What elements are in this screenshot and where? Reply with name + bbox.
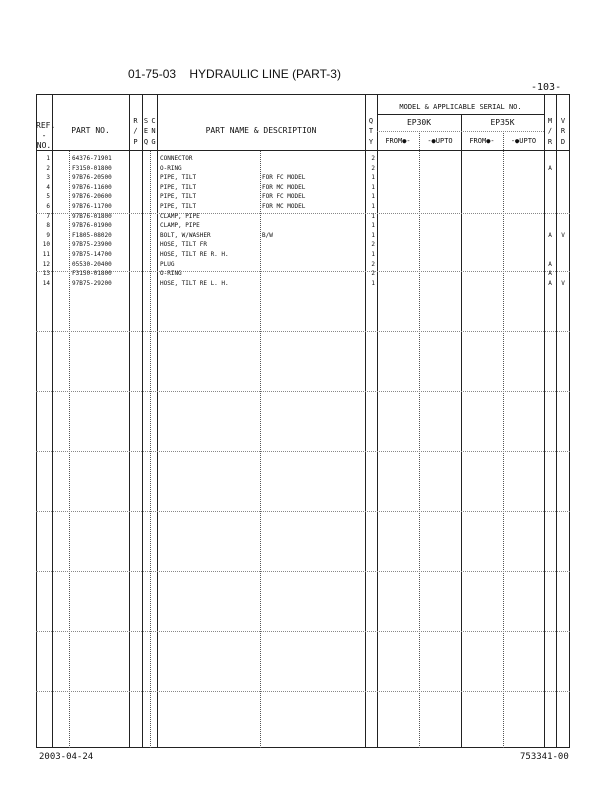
part-name-cell: CLAMP, PIPE <box>160 222 200 230</box>
mr-cell: A <box>548 164 552 172</box>
mr-cell: A <box>548 270 552 278</box>
header-rp-r: R <box>133 117 138 125</box>
part-no-cell: 97B76-01800 <box>72 212 112 220</box>
footer-date: 2003-04-24 <box>39 752 94 762</box>
part-no-cell: 97B76-20500 <box>72 174 112 182</box>
page-number: -103- <box>531 82 562 93</box>
header-sc-c: C <box>151 117 156 125</box>
header-mr-r: R <box>547 138 553 146</box>
header-qty-q: Q <box>368 117 374 125</box>
col-divider-dotted <box>150 150 151 748</box>
header-ref-no-1: REF. <box>36 121 56 130</box>
page-title: 01-75-03 HYDRAULIC LINE (PART-3) <box>128 67 341 81</box>
part-name-cell: PLUG <box>160 260 175 268</box>
header-rule-dotted <box>377 131 544 132</box>
ref-no-cell: 7 <box>46 212 50 220</box>
qty-cell: 2 <box>371 241 375 249</box>
part-name-cell: O-RING <box>160 270 182 278</box>
qty-cell: 2 <box>371 155 375 162</box>
group-separator <box>36 691 570 692</box>
header-from-1: FROM●- <box>385 137 411 145</box>
col-divider-dotted <box>69 150 70 748</box>
part-name-cell: PIPE, TILT <box>160 193 197 201</box>
group-separator <box>36 391 570 392</box>
col-divider <box>461 114 462 748</box>
part-no-cell: F3150-01800 <box>72 270 112 278</box>
col-divider-dotted <box>260 150 261 748</box>
col-divider <box>157 94 158 748</box>
part-no-cell: 97B75-14700 <box>72 251 112 258</box>
part-name-cell: CLAMP, PIPE <box>160 212 200 220</box>
part-no-cell: 97B76-01900 <box>72 222 112 230</box>
header-part-name: PART NAME & DESCRIPTION <box>205 126 317 135</box>
part-no-cell: 97B75-23900 <box>72 241 112 249</box>
header-model-ep35k: EP35K <box>490 118 515 127</box>
mr-cell: A <box>548 260 552 268</box>
header-mr-m: M <box>547 117 553 125</box>
header-model-serial: MODEL & APPLICABLE SERIAL NO. <box>399 103 522 111</box>
part-name-cell: PIPE, TILT <box>160 174 197 182</box>
ref-no-cell: 1 <box>46 155 50 162</box>
qty-cell: 1 <box>371 193 375 201</box>
ref-no-cell: 5 <box>46 193 50 201</box>
part-no-cell: 97B76-20600 <box>72 193 112 201</box>
header-upto-2: -●UPTO <box>510 137 537 145</box>
group-separator <box>36 451 570 452</box>
col-divider <box>377 94 378 748</box>
header-rule <box>36 150 570 151</box>
header-model-ep30k: EP30K <box>406 118 432 127</box>
header-sc-n: N <box>151 127 156 135</box>
ref-no-cell: 9 <box>46 231 50 239</box>
header-sc-q: Q <box>143 138 149 146</box>
qty-cell: 2 <box>371 270 375 278</box>
part-no-cell: F3150-01800 <box>72 164 112 172</box>
header-vd-d: D <box>560 138 566 146</box>
group-separator <box>36 331 570 332</box>
mr-cell: A <box>548 231 552 239</box>
description-cell: B/W <box>262 231 273 239</box>
ref-no-cell: 11 <box>42 251 50 258</box>
ref-no-cell: 14 <box>42 279 50 287</box>
col-divider <box>129 94 130 748</box>
header-vd-v: V <box>560 117 566 125</box>
group-separator <box>36 511 570 512</box>
ref-no-cell: 2 <box>46 164 50 172</box>
ref-no-cell: 8 <box>46 222 50 230</box>
part-name-cell: BOLT, W/WASHER <box>160 231 211 239</box>
col-divider <box>544 94 545 748</box>
part-no-cell: F1805-08020 <box>72 231 112 239</box>
qty-cell: 2 <box>371 164 375 172</box>
header-sc-e: E <box>143 127 149 135</box>
ref-no-cell: 13 <box>42 270 50 278</box>
qty-cell: 2 <box>371 260 375 268</box>
header-part-no: PART NO. <box>71 126 110 135</box>
header-rule <box>377 114 544 115</box>
part-name-cell: HOSE, TILT RE R. H. <box>160 251 229 258</box>
header-mr-slash: ∕ <box>547 127 553 135</box>
part-name-cell: PIPE, TILT <box>160 203 197 210</box>
qty-cell: 1 <box>371 251 375 258</box>
ref-no-cell: 6 <box>46 203 50 210</box>
part-name-cell: O-RING <box>160 164 182 172</box>
part-name-cell: HOSE, TILT RE L. H. <box>160 279 229 287</box>
header-upto-1: -●UPTO <box>427 137 453 145</box>
footer-doc-id: 753341-00 <box>520 752 569 762</box>
description-cell: FOR MC MODEL <box>262 203 306 210</box>
part-no-cell: 97B75-29200 <box>72 279 112 287</box>
part-no-cell: 64376-71901 <box>72 155 112 162</box>
description-cell: FOR FC MODEL <box>262 174 306 182</box>
ref-no-cell: 3 <box>46 174 50 182</box>
col-divider <box>556 94 557 748</box>
ref-no-cell: 10 <box>42 241 50 249</box>
description-cell: FOR FC MODEL <box>262 193 306 201</box>
header-from-2: FROM●- <box>469 137 495 145</box>
header-qty-t: T <box>368 127 374 135</box>
qty-cell: 1 <box>371 231 375 239</box>
ref-no-cell: 12 <box>42 260 50 268</box>
part-name-cell: PIPE, TILT <box>160 183 197 191</box>
mr-cell: A <box>548 279 552 287</box>
part-no-cell: 05530-20400 <box>72 260 112 268</box>
qty-cell: 1 <box>371 222 375 230</box>
group-separator <box>36 631 570 632</box>
group-separator <box>36 571 570 572</box>
header-sc-s: S <box>143 117 149 125</box>
header-ref-no-2: -NO. <box>36 131 52 150</box>
part-no-cell: 97B76-11700 <box>72 203 112 210</box>
header-vd-r: R <box>560 127 566 135</box>
header-rp-p: P <box>133 138 138 146</box>
part-name-cell: CONNECTOR <box>160 155 193 162</box>
col-divider-dotted <box>503 131 504 748</box>
header-rp-slash: ∕ <box>133 127 138 135</box>
header-qty-y: Y <box>368 138 374 146</box>
col-divider <box>142 94 143 748</box>
qty-cell: 1 <box>371 174 375 182</box>
vd-cell: V <box>561 231 565 239</box>
description-cell: FOR MC MODEL <box>262 183 306 191</box>
qty-cell: 1 <box>371 212 375 220</box>
qty-cell: 1 <box>371 183 375 191</box>
part-no-cell: 97B76-11600 <box>72 183 112 191</box>
qty-cell: 1 <box>371 203 375 210</box>
ref-no-cell: 4 <box>46 183 50 191</box>
header-sc-g: G <box>151 138 156 146</box>
col-divider-dotted <box>419 131 420 748</box>
qty-cell: 1 <box>371 279 375 287</box>
col-divider <box>52 94 53 748</box>
vd-cell: V <box>561 279 565 287</box>
part-name-cell: HOSE, TILT FR <box>160 241 207 249</box>
